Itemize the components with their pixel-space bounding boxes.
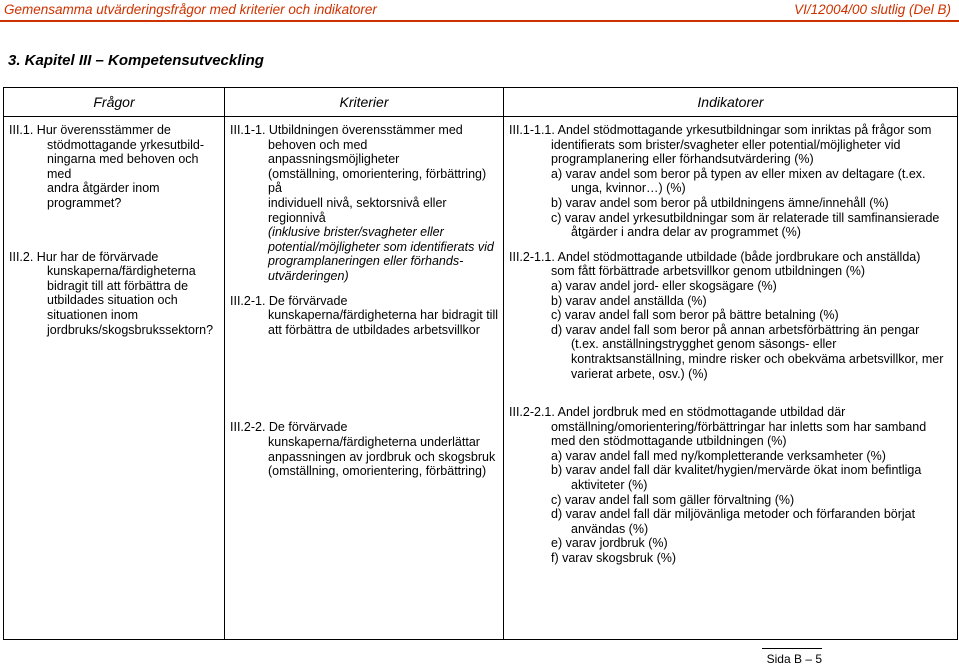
questions-cell (4, 117, 225, 640)
table-header-row (4, 88, 958, 117)
column-header-fragor: Frågor (4, 88, 225, 117)
indicator-iii-2-2-1: III.2-2.1. Andel jordbruk med en stödmottagande utbildad där omställning/omorientering/förbättringar har inletts som har samband med den stödmottagande utbildningen (%) a) varav andel fall med ny/kompletterande verksamheter (%) b) varav andel fall där kvalitet/hygien/mervärde ökat inom befintliga aktiviteter (%) c) varav andel fall som gäller förvaltning (%) d) varav andel fall där miljövänliga metoder och förfaranden börjat användas (%) e) varav jordbruk (%) f) varav skogsbruk (%) (509, 405, 927, 566)
column-header-indikatorer: Indikatorer (504, 88, 958, 117)
column-header-kriterier: Kriterier (225, 88, 504, 117)
criteria-table (3, 87, 958, 640)
criteria-cell (225, 117, 504, 640)
indicators-cell (504, 117, 958, 640)
page-number: Sida B – 5 (766, 652, 822, 666)
question-iii-2: III.2. Hur har de förvärvade kunskaperna/färdigheterna bidragit till att förbättra de utbildades situation och situationen inom jordbruks/skogsbrukssektorn? (9, 249, 214, 337)
header-divider (0, 20, 959, 22)
chapter-title: 3. Kapitel III – Kompetensutveckling (8, 52, 264, 69)
header-right-reference: VI/12004/00 slutlig (Del B) (794, 2, 951, 17)
table-body-row (4, 117, 958, 640)
indicator-iii-1-1-1: III.1-1.1. Andel stödmottagande yrkesutbildningar som inriktas på frågor som identifierats som brister/svagheter eller potential/möjligheter vid programplanering eller förhandsutvärdering (%) a) varav andel som beror på typen av eller mixen av deltagare (t.ex. unga, kvinnor…) (%) b) varav andel som beror på utbildningens ämne/innehåll (%) c) varav andel yrkesutbildningar som är relaterade till samfinansierade åtgärder i andra delar av programmet (%) (509, 123, 940, 240)
criterion-iii-2-2: III.2-2. De förvärvade kunskaperna/färdigheterna underlättar anpassningen av jordbruk och skogsbruk (omställning, omorientering, förbättring) (230, 420, 496, 479)
header-left-title: Gemensamma utvärderingsfrågor med kriterier och indikatorer (4, 2, 377, 17)
question-iii-1: III.1. Hur överensstämmer de stödmottagande yrkesutbild- ningarna med behoven och med andra åtgärder inom programmet? (9, 123, 205, 210)
indicator-iii-2-1-1: III.2-1.1. Andel stödmottagande utbildade (både jordbrukare och anställda) som fått förbättrade arbetsvillkor genom utbildningen (%) a) varav andel jord- eller skogsägare (%) b) varav andel anställda (%) c) varav andel fall som beror på bättre betalning (%) d) varav andel fall som beror på annan arbetsförbättring än pengar (t.ex. anställningstrygghet genom säsongs- eller kontraktsanställning, mindre risker och obekväma arbetsvillkor, mer varierat arbete, osv.) (%) (509, 249, 944, 381)
page-header (0, 0, 959, 22)
criterion-iii-1-1: III.1-1. Utbildningen överensstämmer med behoven och med anpassningsmöjligheter (omställning, omorientering, förbättring) på individuell nivå, sektorsnivå eller regionnivå (inklusive brister/svagheter eller potential/möjligheter som identifierats vid programplaneringen eller förhands- utvärderingen) (230, 123, 494, 283)
criterion-iii-2-1: III.2-1. De förvärvade kunskaperna/färdigheterna har bidragit till att förbättra de utbildades arbetsvillkor (230, 293, 498, 337)
